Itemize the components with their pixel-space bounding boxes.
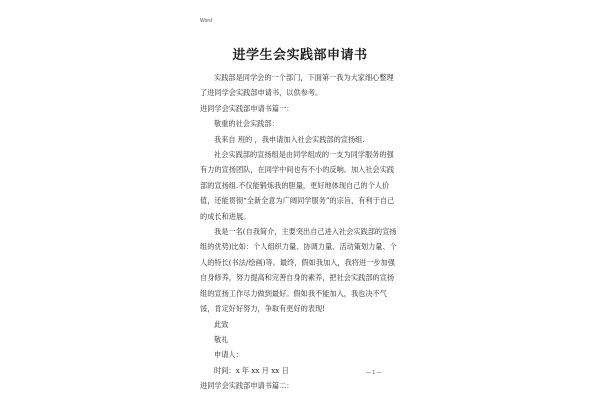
- body-paragraph-self: 我是一名(自我简介，主要突出自己进入社会实践部的宣扬组的优势)比如：个人组织力量、协调力量、活动策划力量、个人的特长(书法/绘画)等。最终，假如我加入，我将进一步加强自身修养，努力提高和完善自身的素养，把社会实践部的宣扬组的宣扬工作尽力做到最好。假如我不能加入，我也决不气馁，肯定好好努力，争取有更好的表现!: [200, 227, 397, 314]
- salutation: 敬重的社会实践部：: [214, 119, 279, 129]
- application-statement: 我来自 班的 ，我申请加入社会实践部的宣扬组.: [214, 134, 365, 144]
- intro-paragraph: 实践部是同学会的一个部门，下面第一我为大家细心整理了进同学会实践部申请书，以供参考。: [200, 73, 394, 98]
- page-number: — 1 —: [366, 370, 382, 376]
- header-app-label: Word: [200, 18, 212, 24]
- section-heading-two: 进同学会实践部申请书篇二：: [200, 381, 294, 391]
- body-paragraph-team: 社会实践部的宣扬组是由同学组成的一支为同学服务的强有力的宣扬团队，在同学中间也有不小的反响。加入社会实践部的宣扬组.不仅能锻炼我的胆量，更好地体现自己的个人价值，还能贯彻“全新全意为广阔同学服务”的宗旨，有利于自己的成长和进展。: [200, 150, 395, 221]
- document-title: 进学生会实践部申请书: [232, 48, 368, 63]
- closing-cizhi: 此致: [214, 319, 229, 329]
- date-line: 时间：x 年 xx 月 xx 日: [214, 365, 289, 375]
- applicant-line: 申请人：: [214, 350, 243, 360]
- section-heading-one: 进同学会实践部申请书篇一：: [200, 103, 294, 113]
- document-body: [200, 70, 398, 394]
- closing-jingli: 敬礼: [214, 334, 229, 344]
